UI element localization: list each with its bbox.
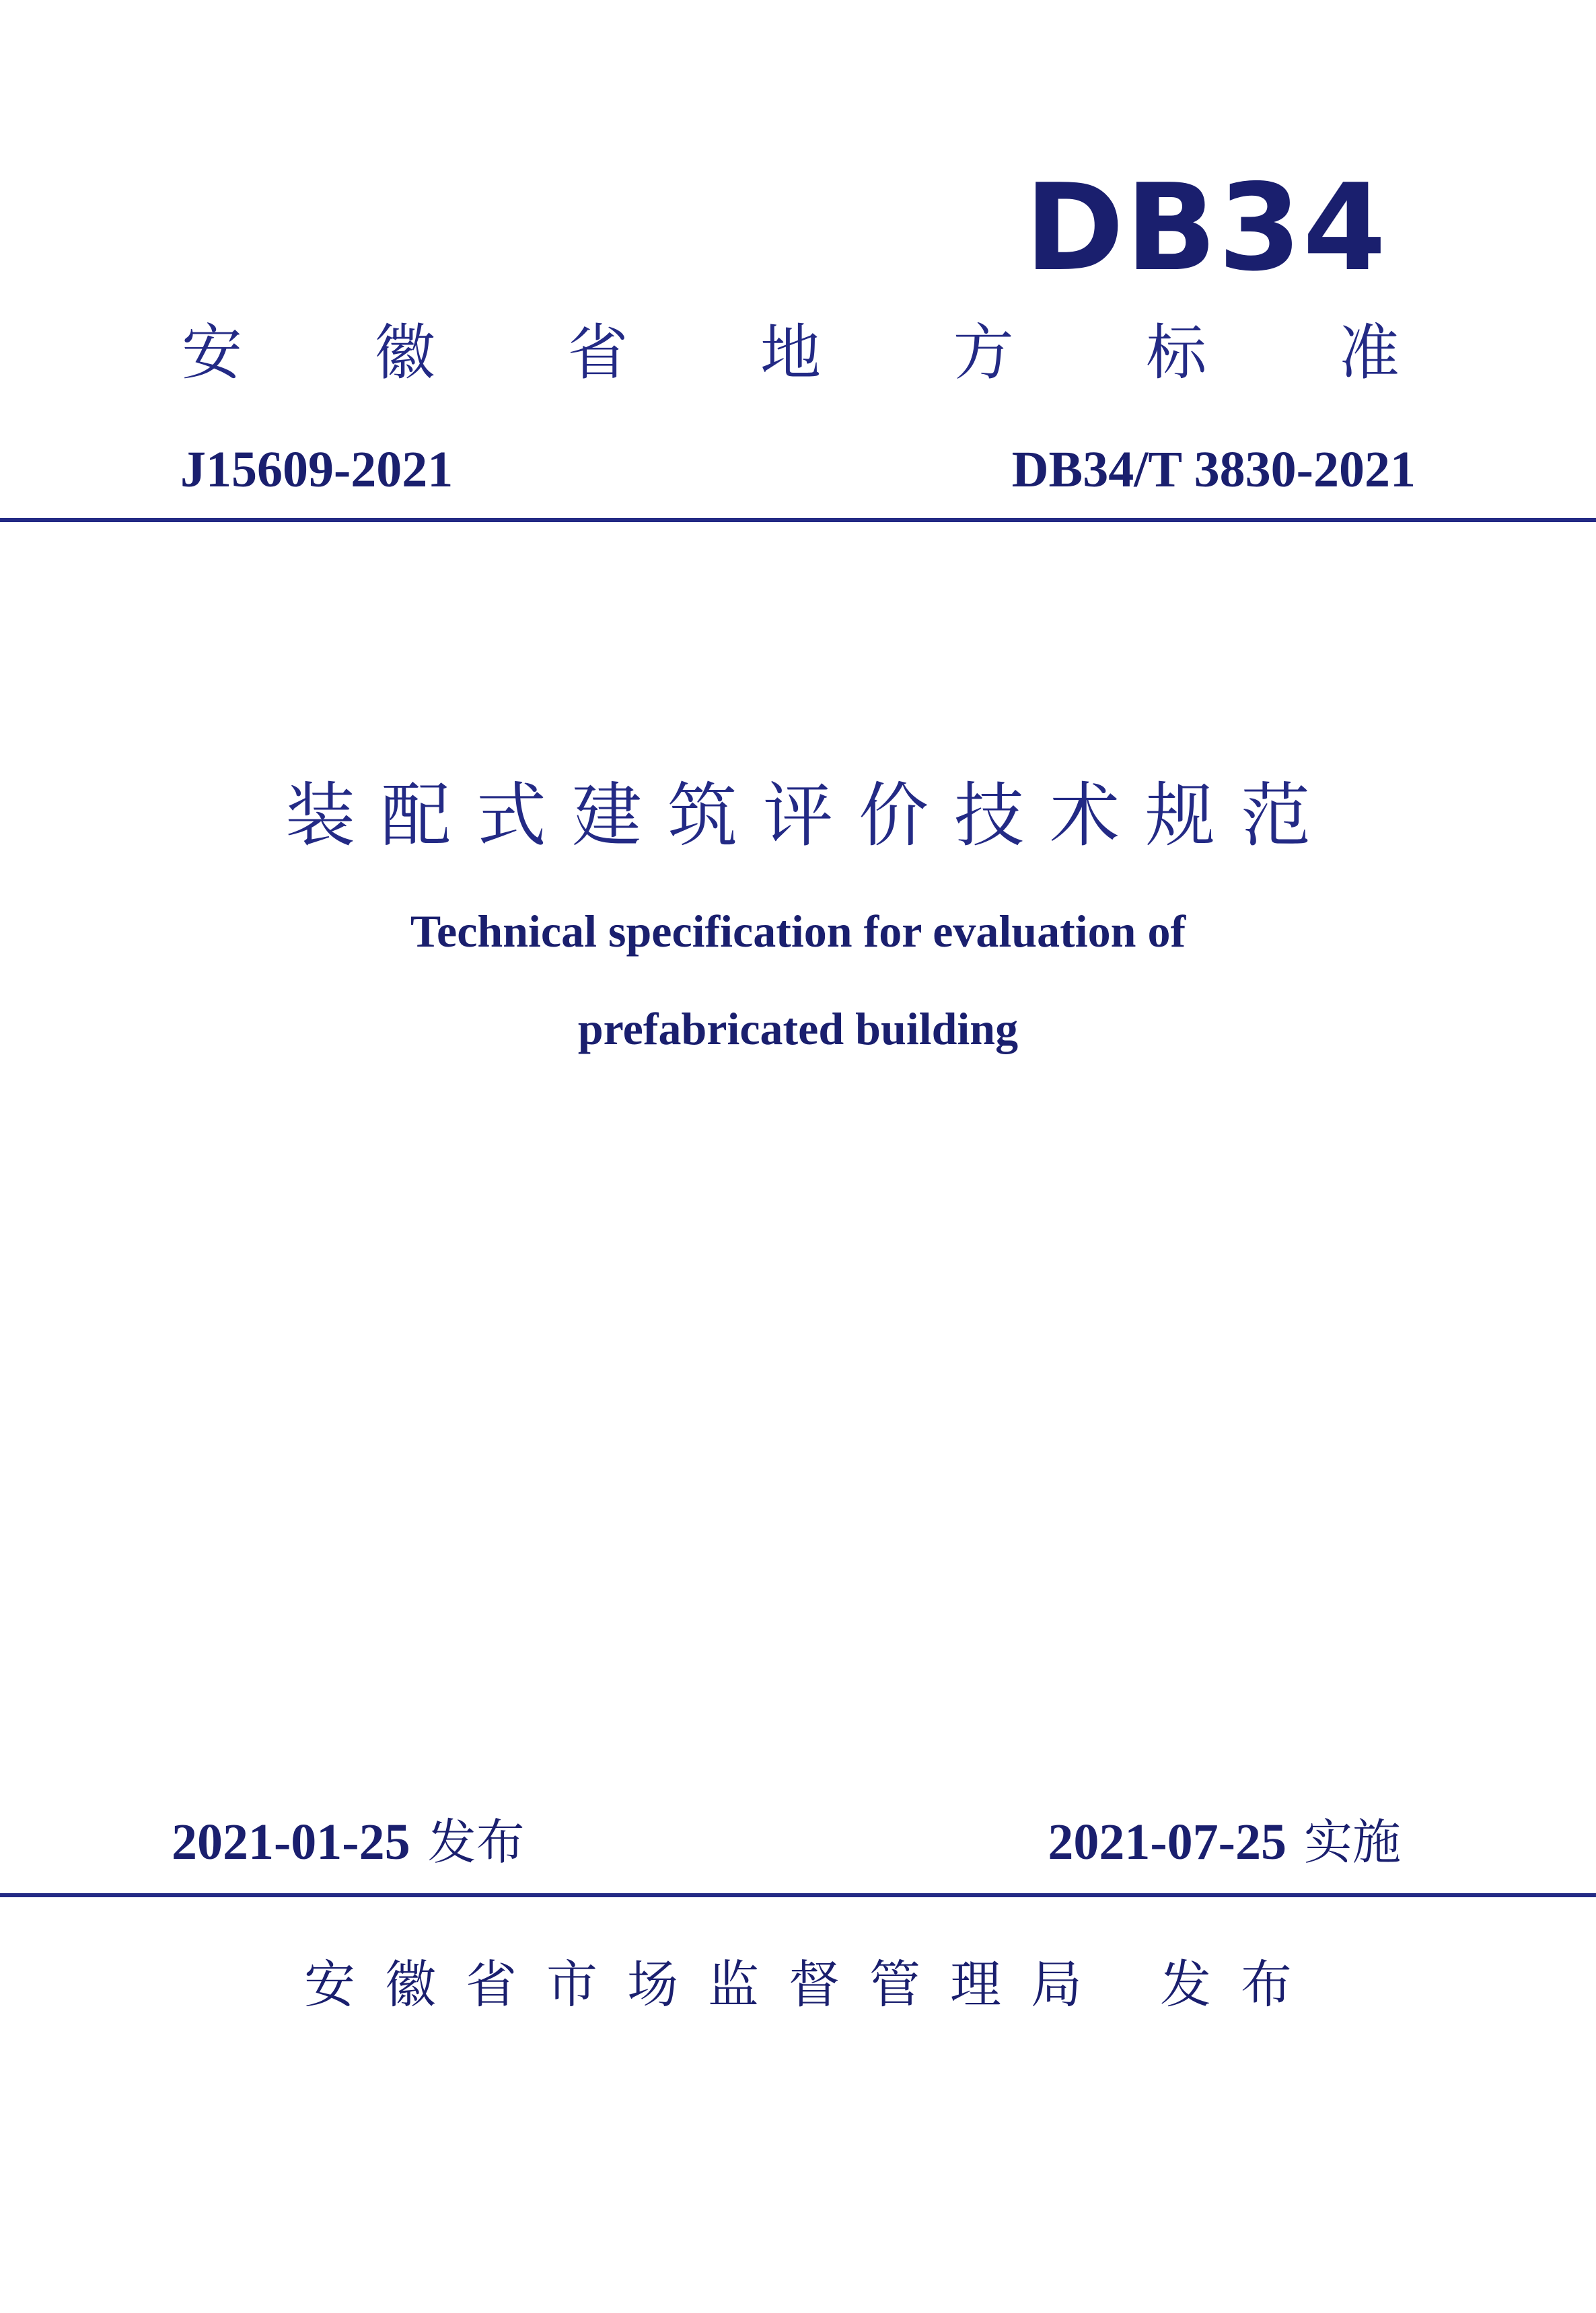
publisher-name: 安徽省市场监督管理局 bbox=[304, 1954, 1112, 2014]
standard-type-char: 徽 bbox=[374, 318, 435, 388]
bottom-divider bbox=[0, 1893, 1596, 1897]
standard-type-label bbox=[182, 318, 1400, 388]
standard-type-char: 安 bbox=[182, 318, 242, 388]
title-chinese: 装配式建筑评价技术规范 bbox=[285, 774, 1336, 856]
implement-label: 实施 bbox=[1303, 1814, 1401, 1870]
top-divider bbox=[0, 518, 1596, 522]
issue-date-line bbox=[172, 1816, 525, 1868]
standard-type-char: 准 bbox=[1338, 318, 1400, 388]
standard-type-char: 标 bbox=[1146, 318, 1207, 388]
record-number: J15609-2021 bbox=[180, 441, 454, 498]
standard-code-logo: DB34 bbox=[1024, 158, 1387, 297]
issue-label: 发布 bbox=[427, 1814, 525, 1870]
publisher-line bbox=[0, 1954, 1596, 2014]
standard-type-char: 地 bbox=[760, 318, 821, 388]
title-english-line2: prefabricated building bbox=[577, 1003, 1019, 1054]
implement-date: 2021-07-25 bbox=[1048, 1814, 1286, 1870]
title-english-line1: Technical specification for evaluation of bbox=[410, 906, 1186, 957]
implement-date-line bbox=[1048, 1816, 1401, 1868]
standard-number: DB34/T 3830-2021 bbox=[1011, 441, 1416, 498]
publisher-suffix: 发布 bbox=[1160, 1954, 1321, 2014]
issue-date: 2021-01-25 bbox=[172, 1814, 410, 1870]
standard-type-char: 省 bbox=[567, 318, 628, 388]
standard-type-char: 方 bbox=[953, 318, 1014, 388]
